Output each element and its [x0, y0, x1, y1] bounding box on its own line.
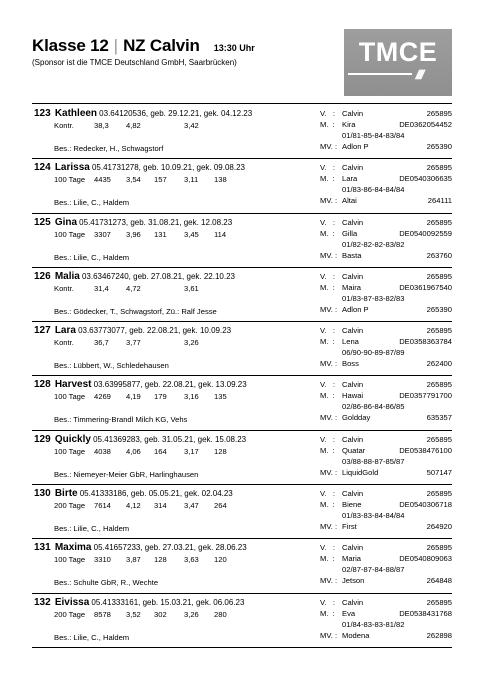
sire-id: 265895	[426, 109, 452, 118]
mgs-label: MV. :	[320, 413, 338, 423]
cow-info: 03.64120536, geb. 29.12.21, gek. 04.12.23	[99, 109, 253, 118]
dam-label: M. :	[320, 228, 335, 238]
stat-cell: 302	[154, 609, 167, 619]
stat-cell: 138	[214, 175, 227, 185]
stat-cell: 3,61	[184, 283, 199, 293]
dam-name: Lena	[342, 337, 359, 347]
stat-cell: 135	[214, 392, 227, 402]
owner: Bes.: Schulte GbR, R., Wechte	[54, 578, 159, 588]
entry-headline	[34, 542, 247, 553]
owner: Bes.: Timmering-Brandl Milch KG, Vehs	[54, 415, 188, 425]
mgs-label: MV. :	[320, 142, 338, 151]
mgs-label: MV. :	[320, 576, 338, 586]
catalog-number: 125	[34, 216, 51, 228]
dam-code: 01/82-82-82-83/82	[342, 239, 405, 249]
catalog-number: 128	[34, 379, 51, 391]
dam-name: Hawai	[342, 391, 364, 401]
sire-label: V. :	[320, 489, 335, 499]
dam-name: Lara	[342, 174, 358, 184]
sire-id: 265895	[426, 163, 452, 173]
dam-name: Biene	[342, 500, 362, 510]
entry-block	[32, 539, 452, 593]
dam-id: DE0540306718	[399, 500, 452, 510]
dam-name: Gilla	[342, 228, 358, 238]
mgs-name: Jetson	[342, 576, 365, 586]
entry-block	[32, 431, 452, 485]
stat-cell: 128	[154, 555, 167, 565]
stat-cell	[214, 284, 236, 293]
dam-name: Quatar	[342, 445, 366, 455]
cow-info: 05.41333161, geb. 15.03.21, gek. 06.06.23	[91, 597, 245, 607]
stat-cell: 31,4	[94, 283, 109, 293]
owner: Bes.: Gödecker, T., Schwagstorf, Zü.: Ralf Jesse	[54, 306, 217, 316]
class-time: 13:30 Uhr	[213, 43, 255, 53]
dam-id: DE0538476100	[399, 445, 452, 455]
entry-headline	[34, 162, 245, 173]
catalog-number: 129	[34, 433, 51, 445]
logo-slashes: ////	[413, 67, 425, 82]
stat-cell: 3,26	[184, 338, 199, 348]
mgs-id: 635357	[426, 413, 452, 423]
stat-cell: 164	[154, 446, 167, 456]
performance-stats	[54, 338, 236, 347]
dam-label: M. :	[320, 391, 335, 401]
cow-name: Kathleen	[54, 108, 98, 119]
stat-cell: 4435	[94, 175, 111, 185]
mgs-id: 265390	[426, 142, 452, 151]
dam-code: 01/83-83-84-84/84	[342, 511, 405, 521]
stat-cell: 131	[154, 229, 167, 239]
logo-line	[348, 73, 412, 75]
stat-cell: 3,11	[184, 175, 199, 185]
dam-code: 02/86-86-84-86/85	[342, 402, 405, 412]
stat-cell: 4,19	[126, 392, 141, 402]
performance-stats	[54, 392, 236, 401]
stat-cell: 100 Tage	[54, 446, 86, 456]
cow-info: 05.41657233, geb. 27.03.21, gek. 28.06.23	[93, 543, 247, 553]
entry-headline	[34, 271, 235, 282]
mgs-id: 265390	[426, 304, 452, 314]
stat-cell: 4,72	[126, 283, 141, 293]
entry-block	[32, 214, 452, 268]
entry-headline	[34, 108, 252, 119]
mgs-id: 264920	[426, 522, 452, 532]
performance-stats	[54, 175, 236, 184]
stat-cell: 4,12	[126, 501, 141, 511]
stat-cell: 3,96	[126, 229, 141, 239]
stat-cell: 280	[214, 609, 227, 619]
dam-label: M. :	[320, 337, 335, 347]
stat-cell: 114	[214, 229, 227, 239]
tmce-logo	[344, 29, 452, 96]
owner: Bes.: Lilie, C., Haldem	[54, 252, 130, 262]
sire-label: V. :	[320, 380, 335, 390]
sire-name: Calvin	[342, 271, 364, 281]
performance-stats	[54, 447, 236, 456]
cow-name: Gina	[54, 216, 78, 228]
performance-stats	[54, 230, 236, 239]
catalog-number: 124	[34, 162, 51, 174]
stat-cell: 264	[214, 501, 227, 511]
sire-label: V. :	[320, 217, 335, 227]
cow-info: 03.63467240, geb. 27.08.21, gek. 22.10.23	[81, 271, 235, 281]
stat-cell: 120	[214, 555, 227, 565]
owner: Bes.: Niemeyer-Meier GbR, Harlinghausen	[54, 469, 199, 479]
mgs-id: 262400	[426, 359, 452, 369]
stat-cell: 4038	[94, 446, 111, 456]
logo-text: TMCE	[358, 37, 438, 67]
dam-id: DE0362054452	[399, 120, 452, 129]
cow-name: Harvest	[54, 379, 92, 391]
stat-cell: Kontr.	[54, 121, 74, 130]
sire-name: Calvin	[342, 434, 364, 444]
dam-label: M. :	[320, 282, 335, 292]
top-rule	[32, 103, 452, 104]
cow-name: Lara	[54, 325, 76, 337]
cow-name: Maxima	[54, 542, 92, 554]
catalog-number: 127	[34, 325, 51, 337]
stat-cell	[154, 284, 184, 293]
mgs-name: LiquidGold	[342, 467, 379, 477]
cow-info: 05.41731273, geb. 31.08.21, gek. 12.08.23	[79, 217, 233, 227]
entry-headline	[34, 488, 233, 499]
performance-stats	[54, 501, 236, 510]
mgs-name: Modena	[342, 630, 370, 640]
stat-cell: 200 Tage	[54, 609, 86, 619]
sire-label: V. :	[320, 434, 335, 444]
mgs-name: Goldday	[342, 413, 371, 423]
dam-code: 01/83-87-83-82/83	[342, 293, 405, 303]
dam-id: DE0538431768	[399, 608, 452, 618]
performance-stats	[54, 555, 236, 564]
entry-list	[32, 105, 452, 648]
sire-name: Calvin	[342, 543, 364, 553]
sire-name: Calvin	[342, 163, 364, 173]
mgs-name: Altai	[342, 196, 357, 206]
dam-label: M. :	[320, 174, 335, 184]
catalog-number: 123	[34, 108, 51, 119]
stat-cell	[154, 121, 184, 130]
performance-stats	[54, 284, 236, 293]
stat-cell: 3,77	[126, 338, 141, 348]
mgs-id: 262898	[426, 630, 452, 640]
owner: Bes.: Lilie, C., Haldem	[54, 198, 130, 208]
stat-cell: 100 Tage	[54, 229, 86, 239]
mgs-id: 507147	[426, 467, 452, 477]
stat-cell: 36,7	[94, 338, 109, 348]
dam-id: DE0361967540	[399, 282, 452, 292]
stat-cell: 3307	[94, 229, 111, 239]
stat-cell: 3310	[94, 555, 111, 565]
stat-cell: 157	[154, 175, 167, 185]
entry-headline	[34, 379, 247, 390]
title-separator: |	[113, 36, 119, 55]
performance-stats	[54, 121, 236, 130]
stat-cell: 128	[214, 446, 227, 456]
dam-label: M. :	[320, 445, 335, 455]
cow-info: 03.63773077, geb. 22.08.21, gek. 10.09.23	[78, 326, 232, 336]
stat-cell: 100 Tage	[54, 392, 86, 402]
sire-id: 265895	[426, 543, 452, 553]
sire-label: V. :	[320, 543, 335, 553]
mgs-label: MV. :	[320, 359, 338, 369]
entry-headline	[34, 325, 231, 336]
sire-name: Calvin	[342, 597, 364, 607]
stat-cell: 4269	[94, 392, 111, 402]
sire-label: V. :	[320, 163, 335, 173]
sire-name: Calvin	[342, 489, 364, 499]
entry-headline	[34, 597, 244, 608]
entry-block	[32, 376, 452, 430]
sire-id: 265895	[426, 326, 452, 336]
entry-block	[32, 485, 452, 539]
stat-cell: 3,42	[184, 121, 199, 130]
mgs-label: MV. :	[320, 522, 338, 532]
stat-cell: Kontr.	[54, 283, 74, 293]
stat-cell	[154, 338, 184, 347]
dam-code: 01/81-85-84-83/84	[342, 131, 405, 140]
stat-cell: 3,87	[126, 555, 141, 565]
sire-label: V. :	[320, 597, 335, 607]
stat-cell: 3,45	[184, 229, 199, 239]
cow-name: Eivissa	[54, 596, 90, 608]
owner: Bes.: Lilie, C., Haldem	[54, 524, 130, 534]
cow-name: Quickly	[54, 433, 91, 445]
sire-name: Calvin	[342, 109, 364, 118]
mgs-id: 264848	[426, 576, 452, 586]
mgs-name: Basta	[342, 250, 362, 260]
cow-name: Birte	[54, 488, 78, 500]
owner: Bes.: Redecker, H., Schwagstorf	[54, 144, 164, 153]
stat-cell: 3,16	[184, 392, 199, 402]
stat-cell: 3,54	[126, 175, 141, 185]
entry-block	[32, 594, 452, 648]
cow-info: 03.63995877, geb. 22.08.21, gek. 13.09.23	[93, 380, 247, 390]
dam-label: M. :	[320, 608, 335, 618]
sire-name: Calvin	[342, 326, 364, 336]
stat-cell: 3,26	[184, 609, 199, 619]
dam-id: DE0540092559	[399, 228, 452, 238]
stat-cell: 4,82	[126, 121, 141, 130]
sire-label: V. :	[320, 109, 335, 118]
owner: Bes.: Lilie, C., Haldem	[54, 632, 130, 642]
dam-name: Kira	[342, 120, 356, 129]
dam-code: 01/83-86-84-84/84	[342, 185, 405, 195]
dam-id: DE0357791700	[399, 391, 452, 401]
dam-label: M. :	[320, 500, 335, 510]
stat-cell: 4,06	[126, 446, 141, 456]
dam-code: 06/90-90-89-87/89	[342, 348, 405, 358]
dam-label: M. :	[320, 120, 335, 129]
mgs-name: Adlon P	[342, 142, 369, 151]
stat-cell: 179	[154, 392, 167, 402]
stat-cell: 8578	[94, 609, 111, 619]
catalog-number: 131	[34, 542, 51, 554]
class-name: NZ Calvin	[123, 36, 200, 55]
mgs-name: Adlon P	[342, 304, 369, 314]
cow-info: 05.41333186, geb. 05.05.21, gek. 02.04.23	[79, 489, 233, 499]
catalog-number: 130	[34, 488, 51, 500]
dam-code: 02/87-87-84-88/87	[342, 565, 405, 575]
mgs-label: MV. :	[320, 304, 338, 314]
dam-name: Maria	[342, 554, 361, 564]
performance-stats	[54, 610, 236, 619]
entry-block	[32, 159, 452, 213]
dam-code: 01/84-83-83-81/82	[342, 619, 405, 629]
catalog-number: 126	[34, 270, 51, 282]
mgs-label: MV. :	[320, 630, 338, 640]
stat-cell: 3,17	[184, 446, 199, 456]
stat-cell: 3,63	[184, 555, 199, 565]
cow-info: 05.41369283, geb. 31.05.21, gek. 15.08.23	[93, 434, 247, 444]
stat-cell: 100 Tage	[54, 555, 86, 565]
sire-label: V. :	[320, 271, 335, 281]
stat-cell: 314	[154, 501, 167, 511]
stat-cell: Kontr.	[54, 338, 74, 348]
mgs-id: 264111	[427, 196, 452, 206]
dam-id: DE0540306635	[399, 174, 452, 184]
entry-headline	[34, 434, 246, 445]
dam-label: M. :	[320, 554, 335, 564]
catalog-number: 132	[34, 596, 51, 608]
mgs-label: MV. :	[320, 250, 338, 260]
dam-id: DE0358363784	[399, 337, 452, 347]
class-label: Klasse 12	[32, 36, 109, 55]
stat-cell: 3,52	[126, 609, 141, 619]
mgs-name: Boss	[342, 359, 359, 369]
stat-cell	[214, 338, 236, 347]
mgs-name: First	[342, 522, 357, 532]
sire-id: 265895	[426, 489, 452, 499]
stat-cell: 7614	[94, 501, 111, 511]
sire-id: 265895	[426, 271, 452, 281]
sire-name: Calvin	[342, 217, 364, 227]
sire-name: Calvin	[342, 380, 364, 390]
sire-id: 265895	[426, 380, 452, 390]
entry-block	[32, 268, 452, 322]
entry-block	[32, 105, 452, 159]
dam-name: Eva	[342, 608, 356, 618]
sire-id: 265895	[426, 597, 452, 607]
entry-headline	[34, 217, 232, 228]
stat-cell: 100 Tage	[54, 175, 86, 185]
mgs-id: 263760	[426, 250, 452, 260]
cow-name: Larissa	[54, 162, 90, 174]
dam-id: DE0540809063	[399, 554, 452, 564]
stat-cell: 200 Tage	[54, 501, 86, 511]
stat-cell: 3,47	[184, 501, 199, 511]
cow-name: Malia	[54, 270, 80, 282]
dam-code: 03/88-88-87-85/87	[342, 456, 405, 466]
dam-name: Maira	[342, 282, 361, 292]
stat-cell: 38,3	[94, 121, 109, 130]
owner: Bes.: Lübbert, W., Schledehausen	[54, 361, 169, 371]
mgs-label: MV. :	[320, 196, 338, 206]
entry-block	[32, 322, 452, 376]
sire-id: 265895	[426, 434, 452, 444]
sire-id: 265895	[426, 217, 452, 227]
mgs-label: MV. :	[320, 467, 338, 477]
sponsor-note: (Sponsor ist die TMCE Deutschland GmbH, Saarbrücken)	[32, 58, 237, 67]
sire-label: V. :	[320, 326, 335, 336]
cow-info: 05.41731278, geb. 10.09.21, gek. 09.08.23	[91, 163, 245, 173]
stat-cell	[214, 121, 236, 130]
